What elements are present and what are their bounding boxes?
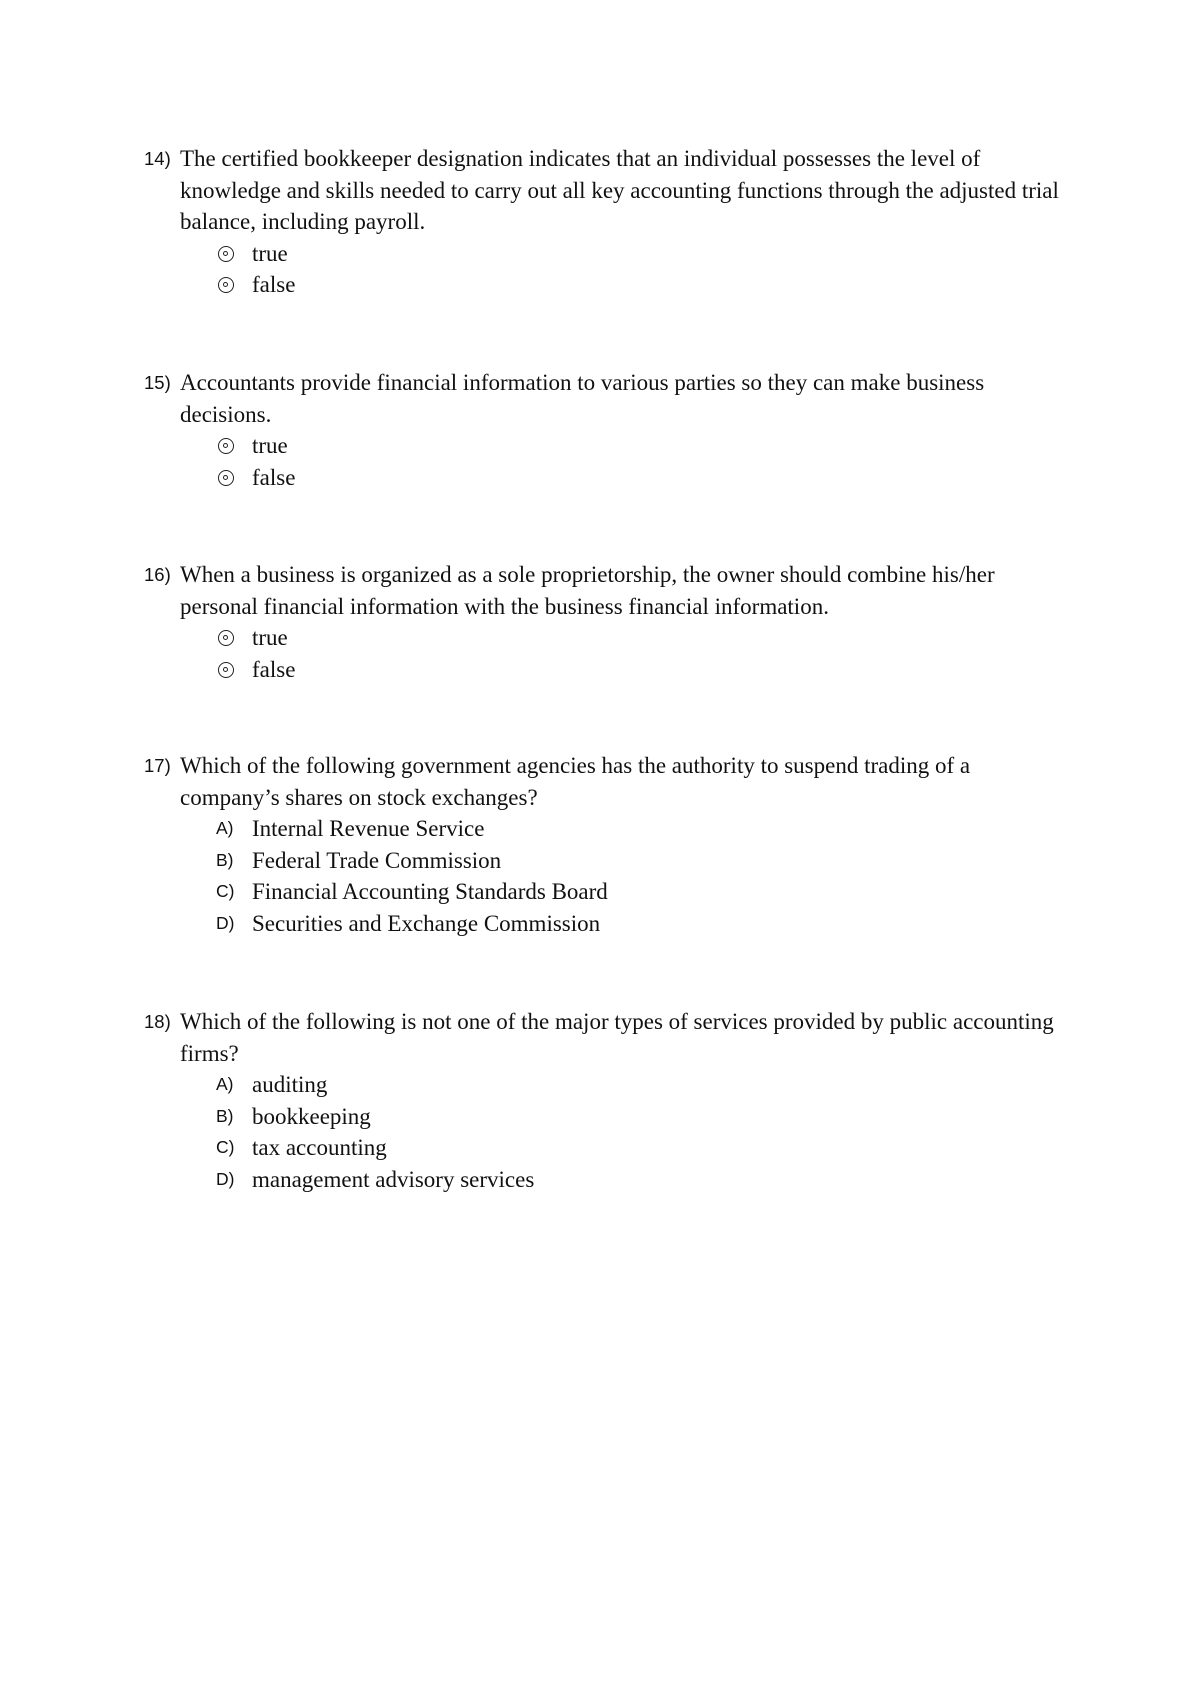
option-label: Financial Accounting Standards Board	[252, 879, 608, 904]
question-17	[144, 750, 1064, 939]
option-label: false	[252, 464, 296, 490]
option-label: bookkeeping	[252, 1103, 371, 1129]
option-label: false	[252, 272, 296, 297]
question-number: 17)	[144, 755, 171, 776]
radio-icon[interactable]	[218, 630, 234, 646]
question-14	[144, 143, 1064, 301]
question-text: Accountants provide financial information to various parties so they can make business decisions.	[180, 370, 985, 427]
option-label: Securities and Exchange Commission	[252, 910, 601, 936]
answer-options	[144, 813, 1064, 939]
option-letter: D)	[216, 1168, 235, 1189]
option-letter: D)	[216, 912, 235, 933]
answer-options	[144, 1069, 1064, 1195]
question-stem	[144, 750, 1064, 813]
option-false[interactable]	[144, 462, 1064, 494]
option-c[interactable]	[144, 876, 1064, 908]
option-label: true	[252, 433, 288, 458]
option-c[interactable]	[144, 1132, 1064, 1164]
answer-options	[144, 430, 1064, 493]
option-letter: A)	[216, 1074, 234, 1094]
option-d[interactable]	[144, 908, 1064, 940]
option-label: auditing	[252, 1072, 328, 1097]
option-letter: C)	[216, 881, 235, 901]
option-d[interactable]	[144, 1164, 1064, 1196]
radio-icon[interactable]	[218, 662, 234, 678]
option-letter: B)	[216, 1105, 234, 1126]
question-stem	[144, 367, 1064, 430]
option-a[interactable]	[144, 1069, 1064, 1101]
radio-icon[interactable]	[218, 277, 234, 293]
answer-options	[144, 622, 1064, 685]
question-stem	[144, 1006, 1064, 1069]
option-label: Federal Trade Commission	[252, 847, 502, 873]
option-label: Internal Revenue Service	[252, 816, 485, 841]
question-stem	[144, 143, 1064, 238]
question-number: 18)	[144, 1011, 171, 1032]
question-15	[144, 367, 1064, 493]
option-label: false	[252, 656, 296, 682]
option-a[interactable]	[144, 813, 1064, 845]
option-letter: C)	[216, 1137, 235, 1157]
option-label: true	[252, 240, 288, 266]
option-label: tax accounting	[252, 1135, 387, 1160]
option-letter: B)	[216, 849, 234, 870]
option-true[interactable]	[144, 622, 1064, 654]
answer-options	[144, 238, 1064, 301]
option-true[interactable]	[144, 430, 1064, 462]
radio-icon[interactable]	[218, 438, 234, 454]
question-text: When a business is organized as a sole proprietorship, the owner should combine his/her personal financial information with the business financial information.	[180, 562, 995, 619]
option-b[interactable]	[144, 845, 1064, 877]
option-label: management advisory services	[252, 1166, 535, 1192]
radio-icon[interactable]	[218, 470, 234, 486]
question-number: 14)	[144, 148, 171, 169]
question-stem	[144, 559, 1064, 622]
question-text: The certified bookkeeper designation indicates that an individual possesses the level of knowledge and skills needed to carry out all key accounting functions through the adjusted trial balance, including payroll.	[180, 146, 1059, 234]
option-false[interactable]	[144, 654, 1064, 686]
question-text: Which of the following government agencies has the authority to suspend trading of a company’s shares on stock exchanges?	[180, 753, 971, 810]
question-text: Which of the following is not one of the major types of services provided by public accounting firms?	[180, 1009, 1054, 1066]
option-letter: A)	[216, 818, 234, 838]
option-b[interactable]	[144, 1101, 1064, 1133]
option-label: true	[252, 625, 288, 650]
radio-icon[interactable]	[218, 246, 234, 262]
option-true[interactable]	[144, 238, 1064, 270]
question-16	[144, 559, 1064, 685]
question-number: 15)	[144, 372, 171, 393]
option-false[interactable]	[144, 269, 1064, 301]
question-number: 16)	[144, 564, 171, 585]
question-18	[144, 1006, 1064, 1195]
